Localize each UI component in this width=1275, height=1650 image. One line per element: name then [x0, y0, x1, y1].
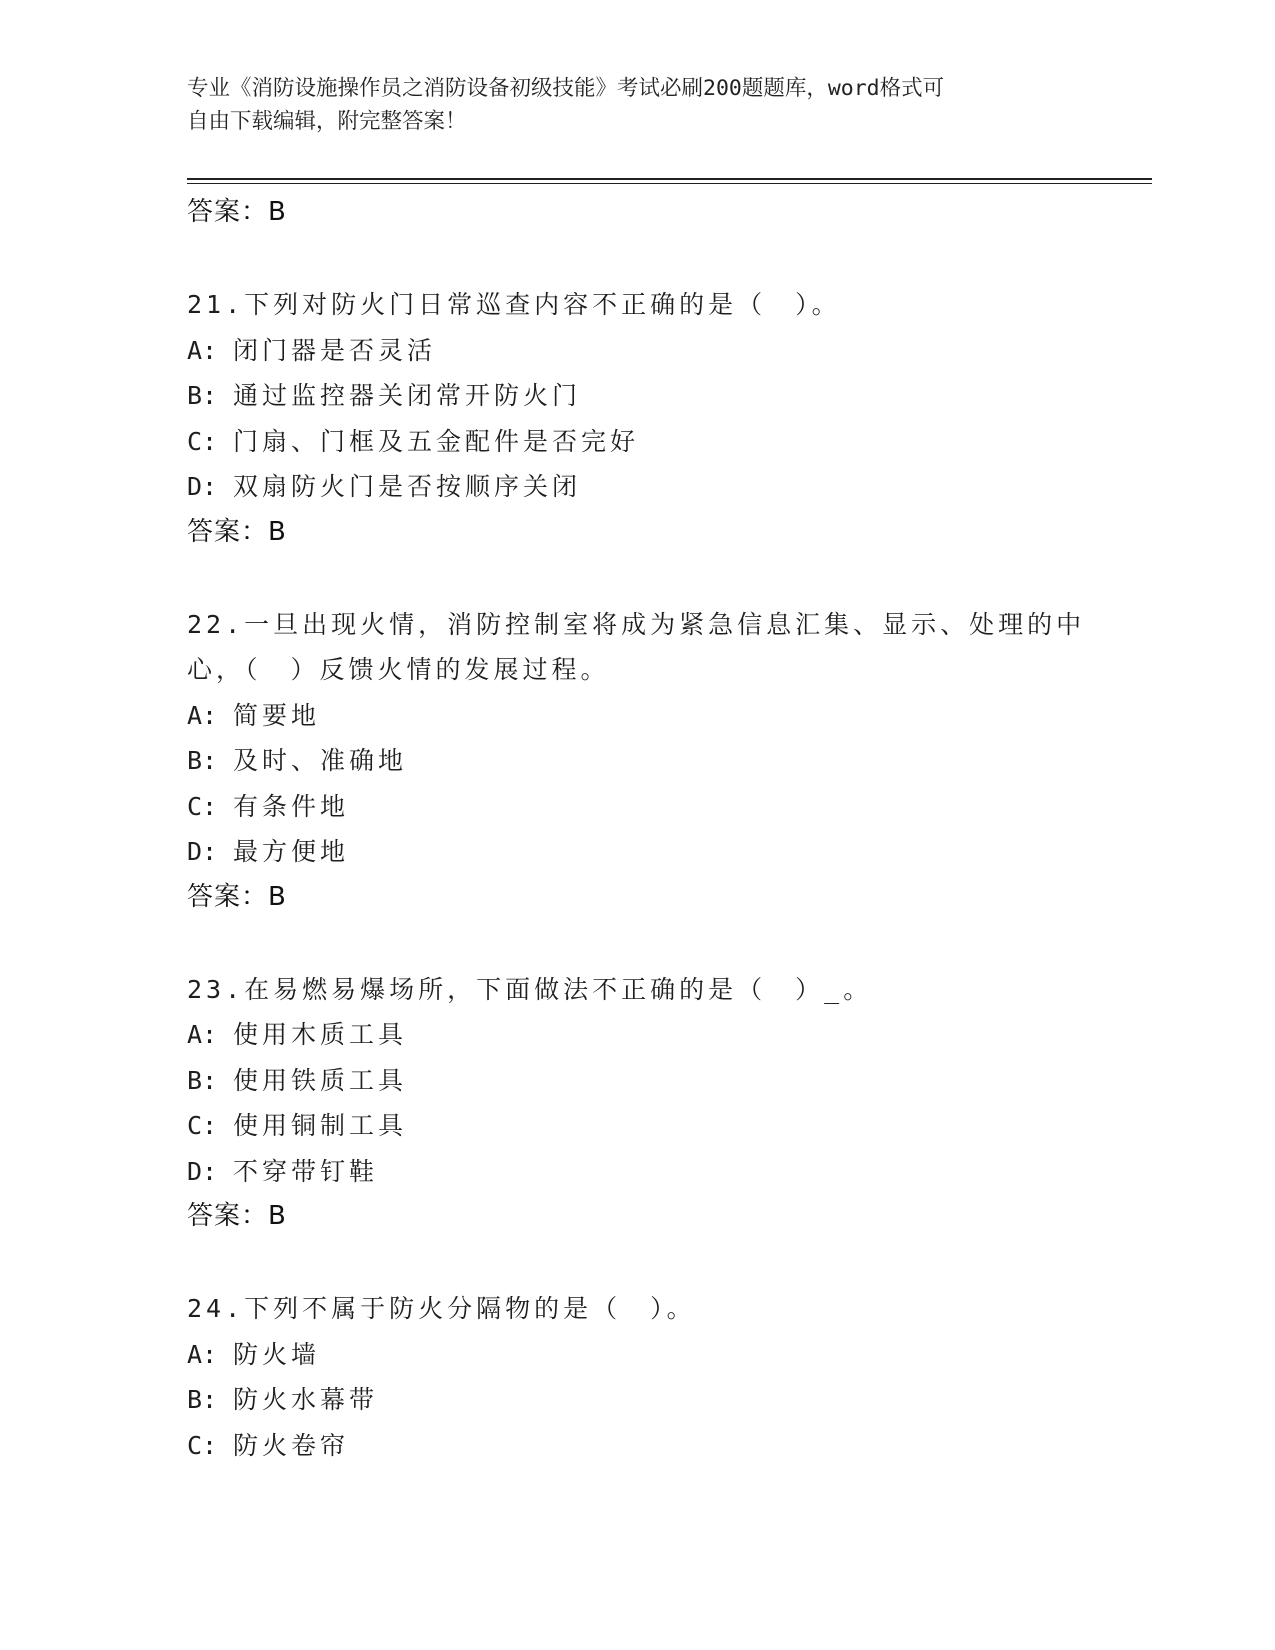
question-block	[187, 282, 1087, 555]
option-text: 有条件地	[233, 791, 350, 821]
option-letter: B:	[187, 1385, 218, 1414]
option-letter: D:	[187, 1156, 218, 1186]
question-text-continued: 心，（ ）反馈火情的发展过程。	[187, 655, 610, 684]
option-text: 闭门器是否灵活	[233, 335, 437, 365]
option-d	[187, 829, 1087, 875]
option-letter: B:	[187, 746, 218, 775]
option-letter: C:	[187, 426, 218, 456]
option-a	[187, 1332, 1087, 1378]
option-b	[187, 1058, 1087, 1104]
option-letter: D:	[187, 472, 218, 501]
option-text: 及时、准确地	[233, 746, 408, 775]
option-letter: C:	[187, 1430, 218, 1460]
spacer	[187, 920, 1087, 967]
option-letter: D:	[187, 837, 218, 866]
option-b	[187, 738, 1087, 784]
option-letter: B:	[187, 381, 218, 410]
spacer	[187, 1239, 1087, 1286]
option-a	[187, 1012, 1087, 1058]
spacer	[187, 555, 1087, 602]
answer-line: 答案：B	[187, 1201, 287, 1231]
option-text: 通过监控器关闭常开防火门	[233, 381, 582, 410]
option-c	[187, 419, 1087, 465]
option-c	[187, 1423, 1087, 1469]
spacer	[187, 235, 1087, 282]
answer-line: 答案：B	[187, 516, 287, 547]
option-b	[187, 1377, 1087, 1423]
question-text: 21.下列对防火门日常巡查内容不正确的是（ ）。	[187, 290, 841, 319]
option-d	[187, 464, 1087, 510]
answer-line: 答案：B	[187, 197, 287, 227]
option-letter: A:	[187, 335, 218, 365]
option-text: 防火墙	[233, 1339, 321, 1369]
option-text: 双扇防火门是否按顺序关闭	[233, 472, 582, 501]
option-letter: C:	[187, 791, 218, 821]
option-text: 最方便地	[233, 837, 350, 866]
option-text: 使用铁质工具	[233, 1065, 408, 1095]
option-text: 简要地	[233, 700, 321, 730]
option-text: 使用木质工具	[233, 1020, 408, 1049]
header-divider-thick	[187, 178, 1152, 180]
header-line-2: 自由下载编辑，附完整答案！	[187, 109, 467, 134]
option-letter: A:	[187, 1339, 218, 1369]
answer-line: 答案：B	[187, 881, 287, 912]
option-c	[187, 784, 1087, 830]
option-text: 防火水幕带	[233, 1385, 379, 1414]
option-text: 门扇、门框及五金配件是否完好	[233, 426, 640, 456]
option-text: 不穿带钉鞋	[233, 1156, 379, 1186]
question-list	[187, 190, 1087, 1468]
option-letter: B:	[187, 1065, 218, 1095]
document-header	[187, 72, 1087, 138]
option-d	[187, 1149, 1087, 1195]
question-text: 24.下列不属于防火分隔物的是（ ）。	[187, 1294, 696, 1323]
question-text: 22.一旦出现火情，消防控制室将成为紧急信息汇集、显示、处理的中	[187, 609, 1086, 639]
option-a	[187, 328, 1087, 374]
option-b	[187, 373, 1087, 419]
question-block	[187, 967, 1087, 1240]
option-letter: A:	[187, 700, 218, 730]
option-text: 使用铜制工具	[233, 1111, 408, 1140]
question-text: 23.在易燃易爆场所，下面做法不正确的是（ ）_。	[187, 974, 873, 1004]
question-block	[187, 1286, 1087, 1468]
option-text: 防火卷帘	[233, 1430, 350, 1460]
header-line-1: 专业《消防设施操作员之消防设备初级技能》考试必刷200题题库，word格式可	[187, 76, 945, 101]
header-divider-thin	[187, 183, 1152, 184]
option-letter: A:	[187, 1020, 218, 1049]
option-a	[187, 693, 1087, 739]
question-block	[187, 602, 1087, 920]
option-letter: C:	[187, 1111, 218, 1140]
option-c	[187, 1103, 1087, 1149]
